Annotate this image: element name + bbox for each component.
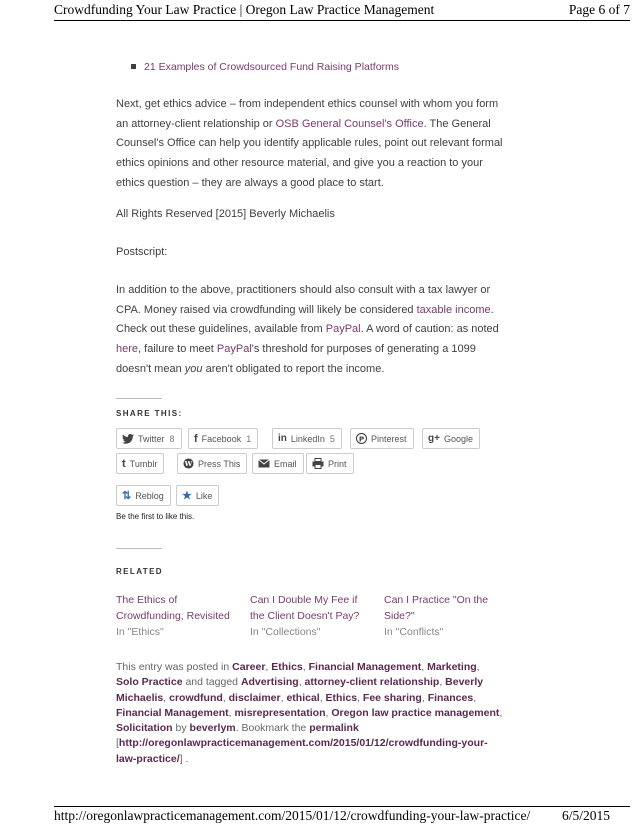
- header-rule: [54, 20, 630, 21]
- paypal-threshold-link[interactable]: PayPal: [216, 343, 252, 356]
- share-press-this-button[interactable]: W Press This: [177, 453, 247, 474]
- tag-link[interactable]: Financial Management: [116, 706, 229, 719]
- share-tumblr-button[interactable]: t Tumblr: [116, 453, 164, 474]
- share-facebook-button[interactable]: f Facebook 1: [188, 428, 258, 449]
- tag-link[interactable]: crowdfund: [169, 691, 223, 704]
- twitter-icon: [122, 434, 134, 444]
- pinterest-icon: [356, 433, 367, 444]
- facebook-icon: f: [194, 432, 198, 445]
- like-button[interactable]: ★ Like: [176, 485, 219, 506]
- taxable-income-link[interactable]: taxable income: [416, 303, 491, 316]
- tag-link[interactable]: Ethics: [325, 691, 358, 704]
- share-print-button[interactable]: Print: [306, 453, 354, 474]
- category-link[interactable]: Ethics: [271, 661, 303, 673]
- tag-link-part[interactable]: Beverly: [445, 676, 484, 689]
- tag-link[interactable]: ethical: [286, 691, 320, 704]
- tag-link[interactable]: Advertising: [240, 676, 299, 689]
- permalink-url[interactable]: http://oregonlawpracticemanagement.com/2015/01/12/crowdfunding-your-: [118, 737, 488, 750]
- svg-text:W: W: [184, 460, 193, 469]
- category-link[interactable]: Solo Practice: [116, 676, 183, 689]
- tag-link[interactable]: Solicitation: [116, 722, 173, 735]
- tag-link[interactable]: attorney-client relationship: [304, 676, 440, 689]
- related-post-2[interactable]: Can I Double My Fee if the Client Doesn't Pay? In "Collections": [250, 594, 360, 638]
- tag-link[interactable]: Fee sharing: [362, 691, 422, 704]
- share-twitter-button[interactable]: Twitter 8: [116, 428, 182, 449]
- tag-link-part[interactable]: Michaelis: [116, 691, 164, 704]
- postscript-label: Postscript:: [116, 246, 168, 258]
- share-email-button[interactable]: Email: [252, 453, 304, 474]
- paypal-guidelines-link[interactable]: PayPal: [325, 323, 361, 336]
- footer-rule: [54, 806, 630, 807]
- bullet-square-icon: [131, 64, 136, 69]
- print-icon: [312, 458, 324, 469]
- print-header-page-number: Page 6 of 7: [568, 2, 630, 17]
- google-plus-icon: g+: [428, 433, 440, 444]
- rights-line: All Rights Reserved [2015] Beverly Michaelis: [116, 208, 335, 220]
- tag-link[interactable]: Oregon law practice management: [331, 706, 500, 719]
- print-header-title: Crowdfunding Your Law Practice | Oregon Law Practice Management: [54, 2, 435, 17]
- ethics-paragraph: Next, get ethics advice – from independent ethics counsel with whom you form an attorney-client relationship or OSB General Counsel's Office. The General Counsel's Office can help you identify applicable rules, point out relevant formal ethics opinions and other resource material, and give you a reaction to your ethics question – they are always a good place to start.: [116, 98, 503, 189]
- here-link[interactable]: here: [116, 343, 139, 356]
- tag-link[interactable]: disclaimer: [228, 691, 281, 704]
- tag-link[interactable]: Finances: [427, 691, 474, 704]
- star-icon: ★: [182, 490, 192, 502]
- category-link[interactable]: Career: [232, 661, 266, 673]
- share-pinterest-button[interactable]: P Pinterest: [350, 428, 414, 449]
- svg-text:P: P: [358, 434, 365, 444]
- category-link[interactable]: Financial Management: [308, 661, 422, 673]
- related-post-3[interactable]: Can I Practice "On the Side?" In "Conflicts": [384, 594, 489, 638]
- first-to-like-text: Be the first to like this.: [116, 512, 195, 521]
- entry-meta: This entry was posted in Career, Ethics, Financial Management, Marketing, Solo Practice and tagged Advertising, attorney-client relationship, Beverly Michaelis, crowdfund, disclaimer, ethical, Ethics, Fee sharing, Finances, Financial Management, misrepresentation, Oregon law practice management, Solicitation by beverlym. Bookmark the permalink [http://oregonlawpracticemanagement.com/2015/01/12/crowdfunding-your- law-practice/] .: [116, 661, 503, 765]
- tumblr-icon: t: [122, 457, 126, 470]
- author-link[interactable]: beverlym: [189, 722, 236, 735]
- print-footer-url: http://oregonlawpracticemanagement.com/2015/01/12/crowdfunding-your-law-practice/: [54, 808, 531, 823]
- reblog-button[interactable]: ⇅ Reblog: [116, 485, 171, 506]
- share-divider: [116, 398, 162, 399]
- postscript-paragraph: In addition to the above, practitioners should also consult with a tax lawyer or CPA. Money raised via crowdfunding will likely be considered taxable income. Check out these guidelines, available from PayPal. A word of caution: as noted here, failure to meet PayPal's threshold for purposes of generating a 1099 doesn't mean you aren't obligated to report the income.: [116, 284, 499, 375]
- bullet-list-item: [131, 61, 399, 73]
- related-divider: [116, 548, 162, 549]
- email-icon: [258, 459, 270, 468]
- linkedin-icon: in: [278, 433, 287, 444]
- reblog-icon: ⇅: [122, 490, 132, 502]
- osb-counsel-link[interactable]: OSB General Counsel's Office: [275, 117, 424, 130]
- related-heading: RELATED: [116, 567, 163, 576]
- share-linkedin-button[interactable]: in LinkedIn 5: [272, 428, 342, 449]
- permalink-link[interactable]: permalink: [309, 722, 359, 735]
- platforms-link[interactable]: 21 Examples of Crowdsourced Fund Raising Platforms: [144, 61, 400, 73]
- category-link[interactable]: Marketing: [427, 661, 477, 673]
- permalink-url-cont[interactable]: law-practice/: [116, 752, 180, 765]
- share-google-button[interactable]: g+ Google: [422, 428, 480, 449]
- print-footer-date: 6/5/2015: [561, 808, 610, 823]
- tag-link[interactable]: misrepresentation: [234, 706, 326, 719]
- related-post-1[interactable]: The Ethics of Crowdfunding, Revisited In "Ethics": [116, 594, 230, 638]
- share-heading: SHARE THIS:: [116, 409, 183, 418]
- wordpress-icon: [183, 458, 194, 469]
